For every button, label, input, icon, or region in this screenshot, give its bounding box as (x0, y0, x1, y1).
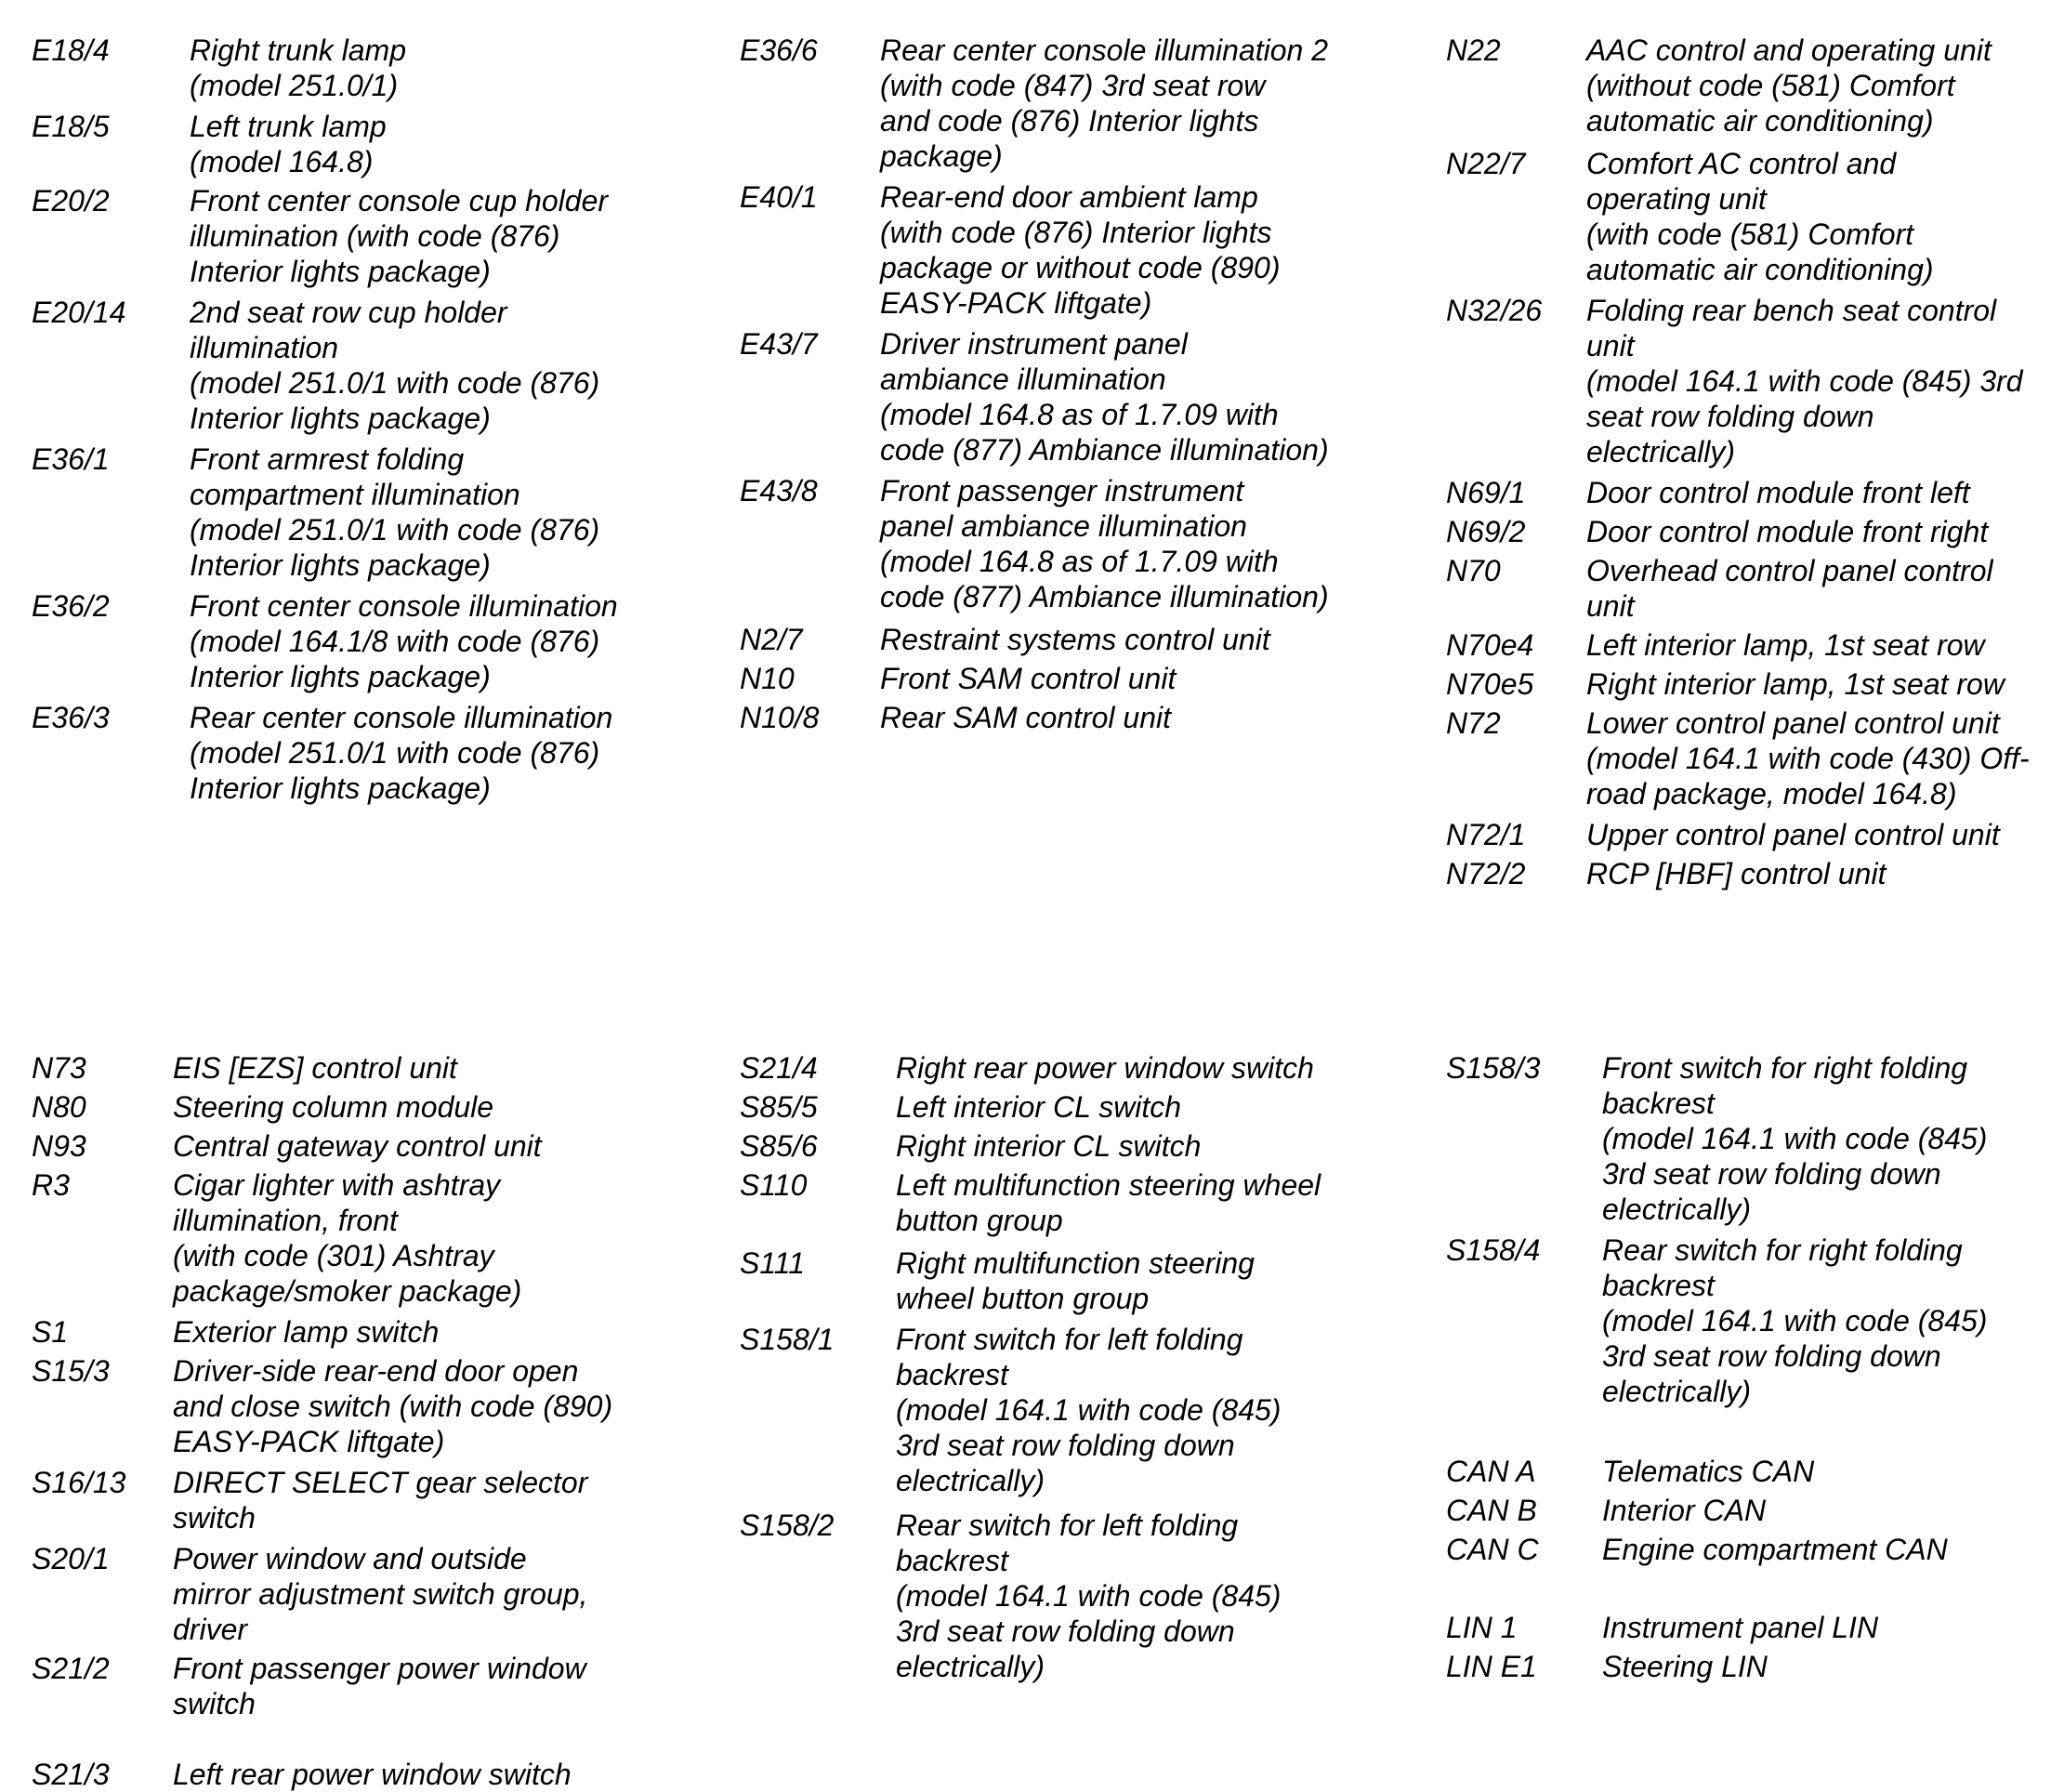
component-code: E18/5 (32, 110, 110, 143)
description-line: Right interior lamp, 1st seat row (1586, 667, 2005, 701)
component-code: R3 (32, 1168, 70, 1202)
description-line: Right trunk lamp (190, 33, 406, 67)
description-line: Left trunk lamp (190, 110, 387, 143)
description-line: Rear SAM control unit (880, 701, 1172, 734)
description-line: electrically) (896, 1464, 1045, 1497)
component-description (896, 1050, 1314, 1086)
component-code: E40/1 (740, 180, 818, 214)
component-description (880, 179, 1280, 321)
component-code: S85/6 (740, 1129, 818, 1163)
description-line: 3rd seat row folding down (896, 1429, 1235, 1462)
description-line: electrically) (1602, 1375, 1752, 1408)
component-code: S21/4 (740, 1051, 818, 1085)
description-line: (model 251.0/1 with code (876) (190, 736, 600, 770)
description-line: code (877) Ambiance illumination) (880, 433, 1329, 467)
description-line: illumination (190, 331, 339, 364)
description-line: and code (876) Interior lights (880, 104, 1259, 138)
description-line: Rear center console illumination 2 (880, 33, 1329, 67)
description-line: and close switch (with code (890) (173, 1390, 613, 1423)
description-line: (with code (301) Ashtray (173, 1239, 494, 1272)
component-description (1586, 627, 1985, 663)
description-line: Front passenger instrument (880, 474, 1244, 507)
component-code: N70e5 (1446, 667, 1534, 701)
description-line: backrest (896, 1544, 1008, 1577)
description-line: (model 164.1 with code (845) (1602, 1122, 1988, 1155)
description-line: Front switch for left folding (896, 1323, 1243, 1356)
component-description (173, 1353, 612, 1459)
description-line: Driver-side rear-end door open (173, 1354, 579, 1388)
component-description (190, 295, 599, 436)
component-code: S158/2 (740, 1509, 835, 1542)
component-description (880, 33, 1328, 174)
component-code: S110 (740, 1168, 808, 1202)
description-line: Left multifunction steering wheel (896, 1168, 1321, 1202)
component-description (173, 1465, 587, 1535)
description-line: panel ambiance illumination (880, 509, 1247, 543)
description-line: button group (896, 1204, 1063, 1237)
component-description (1602, 1493, 1766, 1528)
component-description (1602, 1454, 1814, 1489)
description-line: unit (1586, 329, 1635, 362)
description-line: Engine compartment CAN (1602, 1533, 1948, 1566)
description-line: compartment illumination (190, 478, 520, 511)
component-description (173, 1757, 572, 1792)
component-description (880, 661, 1176, 696)
description-line: Left interior lamp, 1st seat row (1586, 628, 1985, 662)
component-code: E36/6 (740, 33, 818, 67)
component-description (880, 326, 1329, 468)
description-line: automatic air conditioning) (1586, 104, 1934, 138)
component-code: S158/3 (1446, 1051, 1541, 1085)
description-line: Lower control panel control unit (1586, 706, 2000, 740)
component-code: CAN A (1446, 1455, 1536, 1488)
component-code: E20/2 (32, 184, 110, 217)
description-line: Rear switch for left folding (896, 1509, 1239, 1542)
description-line: switch (173, 1687, 256, 1720)
component-description (1602, 1532, 1948, 1567)
description-line: Front center console cup holder (190, 184, 609, 217)
component-code: S20/1 (32, 1542, 110, 1575)
component-description (1586, 514, 1988, 549)
description-line: (model 164.1 with code (845) (896, 1393, 1282, 1427)
description-line: Left interior CL switch (896, 1090, 1182, 1124)
description-line: (model 164.8 as of 1.7.09 with (880, 545, 1279, 578)
description-line: Driver instrument panel (880, 327, 1188, 361)
description-line: (with code (876) Interior lights (880, 216, 1272, 249)
component-description (1602, 1649, 1768, 1684)
description-line: backrest (896, 1358, 1008, 1391)
component-code: S85/5 (740, 1090, 818, 1124)
description-line: Cigar lighter with ashtray (173, 1168, 501, 1202)
description-line: road package, model 164.8) (1586, 777, 1957, 810)
component-description (173, 1651, 586, 1721)
component-description (1586, 146, 1934, 287)
component-description (1586, 817, 2000, 852)
description-line: ambiance illumination (880, 362, 1166, 396)
component-description (1586, 475, 1970, 510)
description-line: backrest (1602, 1269, 1715, 1302)
description-line: (model 164.1 with code (430) Off- (1586, 742, 2030, 775)
description-line: AAC control and operating unit (1586, 33, 1992, 67)
description-line: (model 164.8 as of 1.7.09 with (880, 398, 1279, 431)
description-line: Rear-end door ambient lamp (880, 180, 1258, 214)
description-line: unit (1586, 589, 1635, 623)
component-description (190, 183, 608, 289)
component-code: N32/26 (1446, 294, 1543, 327)
component-description (173, 1541, 587, 1647)
description-line: Interior lights package) (190, 402, 491, 435)
component-description (173, 1089, 493, 1125)
description-line: electrically) (1586, 435, 1736, 468)
component-code: S21/2 (32, 1652, 110, 1685)
component-description (880, 700, 1171, 735)
component-code: N70e4 (1446, 628, 1534, 662)
description-line: Interior lights package) (190, 548, 491, 582)
description-line: Front armrest folding (190, 442, 465, 476)
component-code: E18/4 (32, 33, 110, 67)
component-description (173, 1050, 457, 1086)
description-line: code (877) Ambiance illumination) (880, 580, 1329, 613)
component-code: N72/2 (1446, 857, 1526, 890)
description-line: Exterior lamp switch (173, 1315, 440, 1349)
description-line: (model 164.1 with code (845) (896, 1579, 1282, 1613)
component-code: CAN B (1446, 1494, 1537, 1527)
description-line: Left rear power window switch (173, 1758, 572, 1791)
component-description (190, 33, 406, 103)
description-line: Steering column module (173, 1090, 494, 1124)
description-line: Folding rear bench seat control (1586, 294, 1997, 327)
component-code: N73 (32, 1051, 86, 1085)
description-line: (with code (847) 3rd seat row (880, 69, 1266, 102)
component-code: CAN C (1446, 1533, 1539, 1566)
component-code: LIN 1 (1446, 1611, 1518, 1644)
description-line: Front passenger power window (173, 1652, 586, 1685)
description-line: operating unit (1586, 182, 1767, 216)
component-description (173, 1128, 542, 1164)
description-line: Restraint systems control unit (880, 623, 1270, 656)
description-line: Interior lights package) (190, 660, 491, 693)
component-code: N10/8 (740, 701, 820, 734)
description-line: Right interior CL switch (896, 1129, 1202, 1163)
component-code: E43/7 (740, 327, 818, 361)
component-description (896, 1089, 1181, 1125)
description-line: Front switch for right folding (1602, 1051, 1968, 1085)
component-description (190, 109, 387, 179)
component-code: S111 (740, 1246, 805, 1280)
component-description (896, 1322, 1281, 1498)
description-line: package) (880, 139, 1003, 173)
description-line: Right multifunction steering (896, 1246, 1255, 1280)
component-code: N72/1 (1446, 818, 1526, 851)
component-description (1586, 33, 1992, 138)
component-code: N22/7 (1446, 147, 1526, 180)
description-line: EASY-PACK liftgate) (880, 286, 1152, 320)
description-line: Overhead control panel control (1586, 554, 1993, 587)
description-line: mirror adjustment switch group, (173, 1577, 588, 1611)
component-code: N69/1 (1446, 476, 1526, 509)
description-line: (model 164.8) (190, 145, 374, 178)
description-line: driver (173, 1613, 248, 1646)
description-line: (model 251.0/1) (190, 69, 399, 102)
description-line: DIRECT SELECT gear selector (173, 1466, 588, 1499)
component-code: N69/2 (1446, 515, 1526, 548)
component-description (880, 622, 1270, 657)
component-description (1586, 293, 2023, 469)
description-line: (model 164.1 with code (845) 3rd (1586, 364, 2023, 398)
description-line: Power window and outside (173, 1542, 527, 1575)
description-line: automatic air conditioning) (1586, 253, 1934, 286)
component-code: N2/7 (740, 623, 803, 656)
component-code: S15/3 (32, 1354, 110, 1388)
description-line: electrically) (1602, 1192, 1752, 1226)
description-line: Upper control panel control unit (1586, 818, 2000, 851)
component-description (1586, 666, 2005, 702)
description-line: EIS [EZS] control unit (173, 1051, 457, 1085)
description-line: (model 251.0/1 with code (876) (190, 513, 600, 547)
description-line: 3rd seat row folding down (1602, 1157, 1941, 1191)
component-code: S16/13 (32, 1466, 126, 1499)
description-line: Steering LIN (1602, 1650, 1768, 1683)
component-code: N22 (1446, 33, 1501, 67)
component-code: LIN E1 (1446, 1650, 1537, 1683)
component-description (190, 441, 599, 583)
component-description (190, 588, 618, 694)
component-description (1586, 553, 1993, 624)
description-line: Interior lights package) (190, 771, 491, 805)
component-description (896, 1245, 1255, 1316)
description-line: Front center console illumination (190, 589, 618, 623)
component-description (1586, 705, 2030, 811)
description-line: RCP [HBF] control unit (1586, 857, 1887, 890)
description-line: Right rear power window switch (896, 1051, 1314, 1085)
description-line: Rear switch for right folding (1602, 1233, 1963, 1267)
component-description (1602, 1610, 1878, 1645)
description-line: wheel button group (896, 1282, 1150, 1315)
description-line: Central gateway control unit (173, 1129, 542, 1163)
component-description (1602, 1050, 1987, 1227)
description-line: illumination (with code (876) (190, 219, 560, 253)
component-code: S158/1 (740, 1323, 835, 1356)
description-line: 2nd seat row cup holder (190, 296, 507, 329)
description-line: package or without code (890) (880, 251, 1281, 284)
description-line: Front SAM control unit (880, 662, 1177, 695)
component-code: E36/3 (32, 701, 110, 734)
description-line: Interior lights package) (190, 255, 491, 288)
component-code: N93 (32, 1129, 86, 1163)
description-line: Interior CAN (1602, 1494, 1767, 1527)
description-line: illumination, front (173, 1204, 398, 1237)
component-code: N70 (1446, 554, 1501, 587)
component-code: N72 (1446, 706, 1501, 740)
component-code: S158/4 (1446, 1233, 1541, 1267)
description-line: 3rd seat row folding down (1602, 1339, 1941, 1373)
description-line: Comfort AC control and (1586, 147, 1897, 180)
description-line: (with code (581) Comfort (1586, 217, 1914, 251)
component-description (173, 1167, 521, 1309)
component-code: S21/3 (32, 1758, 110, 1791)
component-code: E36/2 (32, 589, 110, 623)
description-line: Rear center console illumination (190, 701, 613, 734)
description-line: package/smoker package) (173, 1274, 522, 1308)
description-line: (model 164.1 with code (845) (1602, 1304, 1988, 1337)
component-description (1586, 856, 1886, 891)
component-description (880, 473, 1329, 614)
component-description (1602, 1232, 1987, 1409)
description-line: 3rd seat row folding down (896, 1614, 1235, 1648)
description-line: backrest (1602, 1087, 1715, 1120)
description-line: (model 164.1/8 with code (876) (190, 625, 600, 658)
description-line: Door control module front left (1586, 476, 1970, 509)
component-code: N80 (32, 1090, 86, 1124)
component-code: E36/1 (32, 442, 110, 476)
component-description (896, 1508, 1281, 1684)
description-line: Door control module front right (1586, 515, 1989, 548)
description-line: EASY-PACK liftgate) (173, 1425, 445, 1458)
description-line: switch (173, 1501, 256, 1535)
component-description (896, 1128, 1201, 1164)
description-line: seat row folding down (1586, 400, 1874, 433)
description-line: Telematics CAN (1602, 1455, 1815, 1488)
component-code: E20/14 (32, 296, 126, 329)
description-line: (model 251.0/1 with code (876) (190, 366, 600, 400)
description-line: electrically) (896, 1650, 1045, 1683)
description-line: Instrument panel LIN (1602, 1611, 1879, 1644)
component-description (173, 1314, 439, 1350)
component-description (190, 700, 612, 806)
component-code: S1 (32, 1315, 69, 1349)
component-description (896, 1167, 1321, 1238)
component-code: N10 (740, 662, 795, 695)
component-code: E43/8 (740, 474, 818, 507)
description-line: (without code (581) Comfort (1586, 69, 1955, 102)
